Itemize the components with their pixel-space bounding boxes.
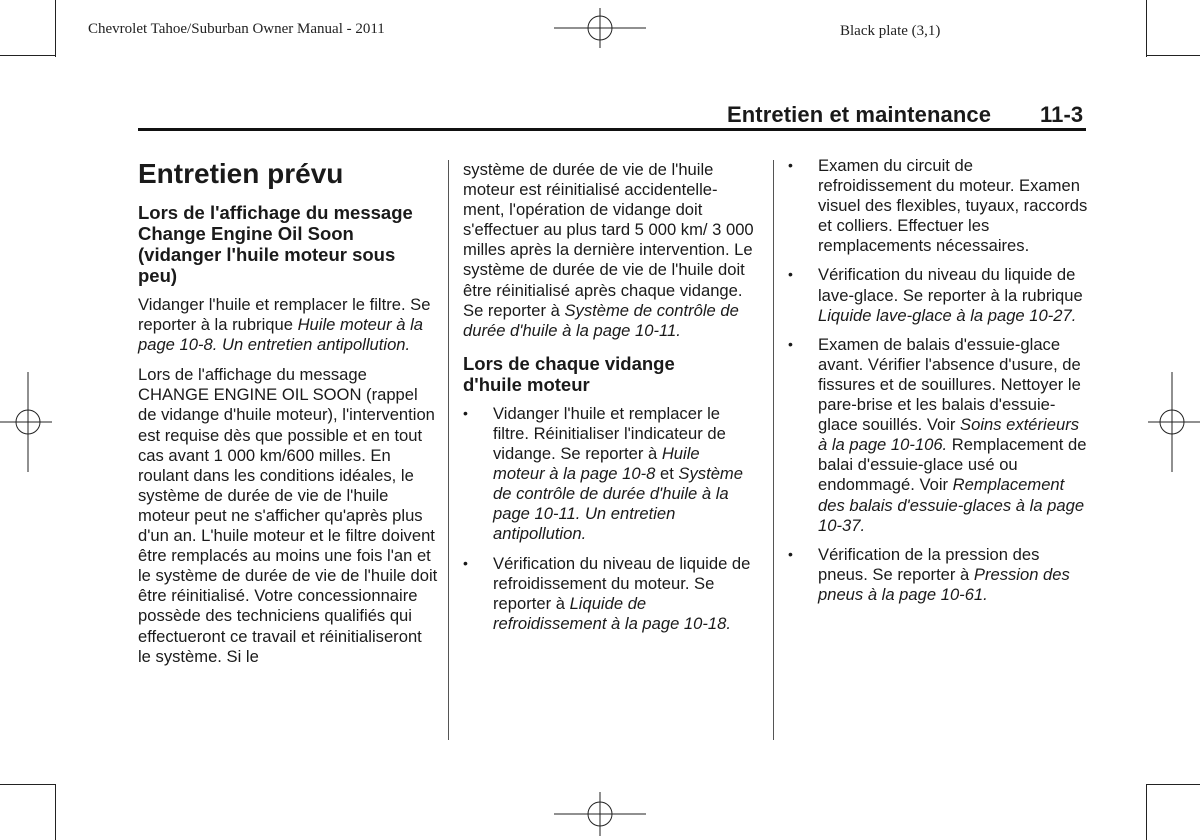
header-rule	[138, 128, 1086, 131]
crop-mark	[1146, 784, 1200, 785]
paragraph: Lors de l'affichage du message CHANGE ENGINE OIL SOON (rappel de vidange d'huile moteur), l'intervention est requise dès que possible et en tout cas avant 1 000 km/600 milles. En roulant dans les conditions idéales, le système de durée de vie de l'huile moteur peut ne s'afficher qu'après plus d'un an. L'huile moteur et le filtre doivent être remplacés au moins une fois l'an et le système de durée de vie de l'huile doit être réinitialisé. Votre concessionnaire possède des techniciens qualifiés qui effectueront ce travail et réinitialiseront le système. Si le	[138, 365, 438, 666]
column-divider	[773, 160, 774, 740]
paragraph: système de durée de vie de l'huile moteur est réinitialisé accidentelle-ment, l'opération de vidange doit s'effectuer au plus tard 5 000 km/ 3 000 milles après la dernière intervention. Le système de durée de vie de l'huile doit être réinitialisé après chaque vidange. Se reporter à Système de contrôle de durée d'huile à la page 10-11.	[463, 160, 754, 340]
cross-reference: Huile moteur à la page 10-8	[493, 444, 700, 484]
list-item: • Vidanger l'huile et remplacer le filtre. Réinitialiser l'indicateur de vidange. Se reporter à Huile moteur à la page 10-8 et Système de contrôle de durée d'huile à la page 10-11. Un entretien antipollution.	[463, 403, 743, 544]
subheading: Lors de l'affichage du message Change Engine Oil Soon (vidanger l'huile moteur sous peu)	[138, 202, 413, 286]
crop-mark	[1146, 784, 1147, 840]
page-title: Entretien prévu	[138, 158, 344, 189]
bullet-icon: •	[463, 554, 468, 571]
registration-mark-icon	[0, 372, 52, 472]
registration-mark-icon	[1148, 372, 1200, 472]
section-title: Entretien et maintenance	[727, 102, 992, 127]
cross-reference: Remplacement des balais d'essuie-glaces à la page 10-37.	[818, 475, 1085, 535]
crop-mark	[1146, 0, 1147, 57]
crop-mark	[0, 55, 56, 56]
bullet-icon: •	[788, 545, 793, 562]
bullet-icon: •	[788, 266, 793, 283]
crop-mark	[1146, 55, 1200, 56]
crop-mark	[55, 0, 56, 57]
page-number: 11-3	[1040, 102, 1084, 127]
bullet-icon: •	[788, 157, 793, 173]
column-1	[138, 158, 438, 667]
book-title: Chevrolet Tahoe/Suburban Owner Manual - 2011	[88, 21, 385, 37]
column-3	[788, 156, 1088, 605]
column-2	[463, 160, 755, 634]
registration-mark-icon	[552, 792, 648, 836]
list-item: • Vérification du niveau de liquide de refroidissement du moteur. Se reporter à Liquide de refroidissement à la page 10-18.	[463, 553, 751, 633]
list-item: • Vérification de la pression des pneus. Se reporter à Pression des pneus à la page 10-61.	[788, 544, 1070, 604]
cross-reference: Huile moteur à la page 10-8. Un entretien antipollution.	[138, 315, 424, 355]
crop-mark	[0, 784, 56, 785]
crop-mark	[55, 784, 56, 840]
bullet-icon: •	[788, 335, 793, 352]
cross-reference: Soins extérieurs à la page 10-106.	[818, 415, 1080, 455]
list-item: • Examen de balais d'essuie-glace avant. Vérifier l'absence d'usure, de fissures et de souillures. Nettoyer le pare-brise et les balais d'essuie-glace souillés. Voir Soins extérieurs à la page 10-106. Remplacement de balai d'essuie-glace usé ou endommagé. Voir Remplacement des balais d'essuie-glaces à la page 10-37.	[788, 334, 1087, 535]
list-item: • Vérification du niveau du liquide de lave-glace. Se reporter à la rubrique Liquide lave-glace à la page 10-27.	[788, 265, 1083, 325]
paragraph: Vidanger l'huile et remplacer le filtre. Se reporter à la rubrique Huile moteur à la page 10-8. Un entretien antipollution.	[138, 295, 431, 355]
bullet-icon: •	[463, 404, 468, 421]
cross-reference: Système de contrôle de durée d'huile à la page 10-11. Un entretien antipollution.	[493, 464, 743, 544]
cross-reference: Liquide lave-glace à la page 10-27.	[818, 305, 1077, 325]
cross-reference: Pression des pneus à la page 10-61.	[818, 564, 1070, 604]
registration-mark-icon	[552, 8, 648, 48]
cross-reference: Liquide de refroidissement à la page 10-18.	[493, 593, 731, 633]
subheading: Lors de chaque vidange d'huile moteur	[463, 352, 675, 395]
cross-reference: Système de contrôle de durée d'huile à la page 10-11.	[463, 300, 739, 340]
plate-label: Black plate (3,1)	[840, 23, 941, 39]
list-item: • Examen du circuit de refroidissement du moteur. Examen visuel des flexibles, tuyaux, raccords et colliers. Effectuer les remplacements nécessaires.	[788, 156, 1088, 256]
column-divider	[448, 160, 449, 740]
